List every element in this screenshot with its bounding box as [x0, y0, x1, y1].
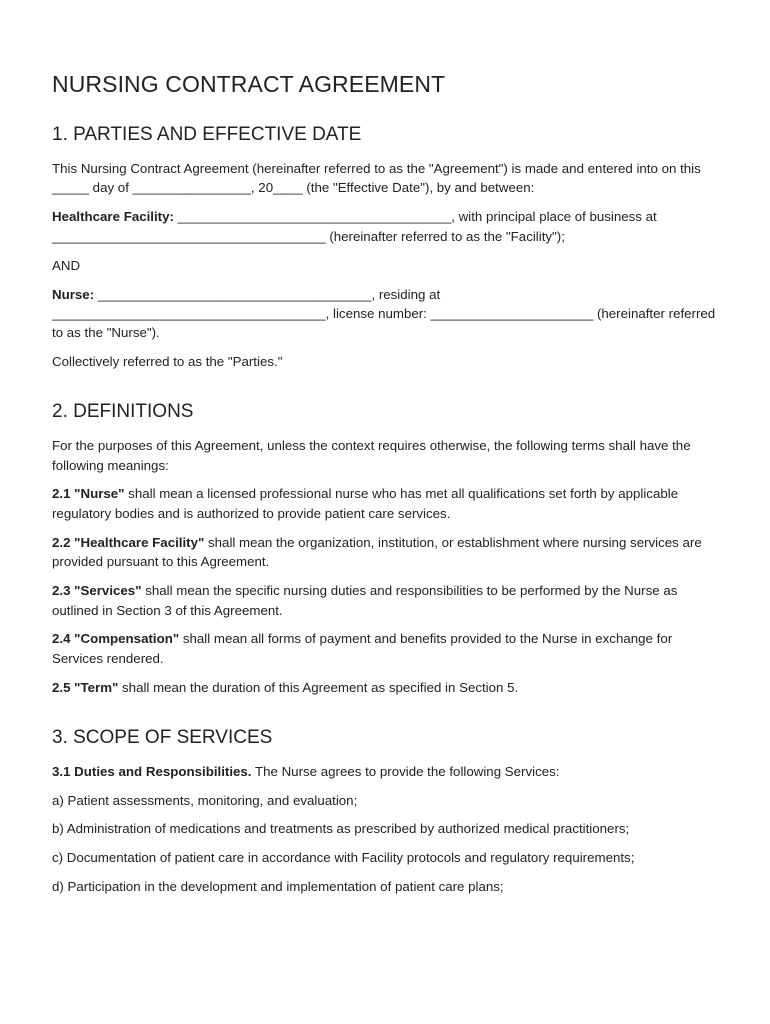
paragraph: c) Documentation of patient care in accordance with Facility protocols and regulatory requirements; [52, 850, 635, 866]
paragraph: Healthcare Facility: _____________________________________, with principal place of business at _____________________________________ (hereinafter referred to as the "Facility"); [52, 209, 657, 244]
section-heading: 1. PARTIES AND EFFECTIVE DATE [52, 124, 362, 145]
paragraph: a) Patient assessments, monitoring, and evaluation; [52, 792, 358, 808]
section-definitions [52, 400, 718, 697]
section-scope-of-services [52, 726, 718, 897]
section-heading: 2. DEFINITIONS [52, 401, 194, 423]
document-title: NURSING CONTRACT AGREEMENT [52, 71, 446, 97]
paragraph: 2.4 "Compensation" shall mean all forms of payment and benefits provided to the Nurse in exchange for Services rendered. [52, 631, 673, 666]
paragraph: 2.5 "Term" shall mean the duration of this Agreement as specified in Section 5. [52, 679, 519, 695]
paragraph: Nurse: _____________________________________, residing at _____________________________________, license number: ______________________ (hereinafter referred to as the "Nurse"). [52, 286, 716, 341]
paragraph: 2.1 "Nurse" shall mean a licensed professional nurse who has met all qualifications set forth by applicable regulatory bodies and is authorized to provide patient care services. [52, 486, 679, 521]
paragraph: 2.2 "Healthcare Facility" shall mean the organization, institution, or establishment where nursing services are provided pursuant to this Agreement. [52, 534, 702, 570]
paragraph: d) Participation in the development and implementation of patient care plans; [52, 879, 504, 895]
paragraph: 3.1 Duties and Responsibilities. The Nurse agrees to provide the following Services: [52, 763, 560, 779]
paragraph: Collectively referred to as the "Parties." [52, 354, 283, 370]
paragraph: For the purposes of this Agreement, unless the context requires otherwise, the following terms shall have the following meanings: [52, 438, 691, 473]
paragraph: b) Administration of medications and treatments as prescribed by authorized medical practitioners; [52, 821, 630, 837]
section-heading: 3. SCOPE OF SERVICES [52, 726, 273, 748]
paragraph: This Nursing Contract Agreement (hereinafter referred to as the "Agreement") is made and entered into on this _____ day of ________________, 20____ (the "Effective Date"), by and between: [52, 161, 701, 196]
paragraph: AND [52, 257, 81, 273]
section-parties [52, 123, 718, 372]
paragraph: 2.3 "Services" shall mean the specific nursing duties and responsibilities to be performed by the Nurse as outlined in Section 3 of this Agreement. [52, 583, 678, 618]
